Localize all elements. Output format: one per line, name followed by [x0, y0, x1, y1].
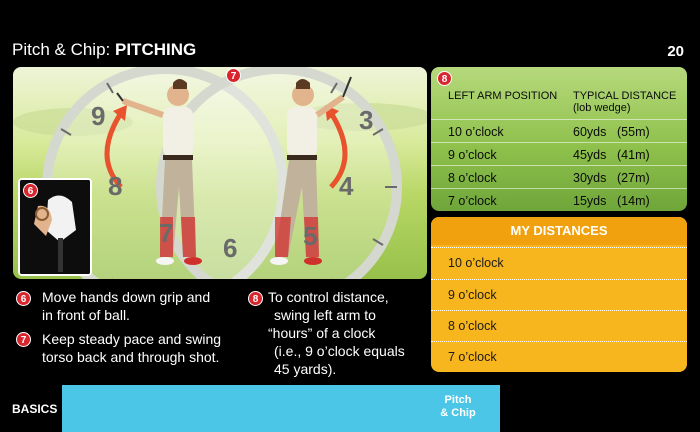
row-label: 9 o’clock — [448, 288, 497, 302]
my-distances-title: MY DISTANCES — [431, 217, 687, 245]
row-label: 7 o’clock — [448, 350, 497, 364]
distance-yds: 30yds — [573, 171, 607, 185]
callout-badge-6: 6 — [23, 183, 38, 198]
note-7 — [42, 330, 221, 366]
note-line: Keep steady pace and swing — [42, 331, 222, 347]
tab-label-line: Pitch — [444, 394, 472, 406]
note-line: (i.e., 9 o’clock equals — [274, 343, 405, 359]
distance-yds: 15yds — [573, 194, 607, 208]
distance-yds: 45yds — [573, 148, 607, 162]
arm-position: 10 o’clock — [448, 125, 504, 139]
clock-number: 3 — [359, 105, 374, 135]
tab-pitch-chip[interactable] — [418, 394, 498, 420]
clock-number: 5 — [303, 221, 318, 251]
page-title: PITCHING — [115, 40, 197, 59]
note-badge-8: 8 — [248, 291, 263, 306]
clock-number: 8 — [108, 171, 123, 201]
col-subheader-distance: (lob wedge) — [573, 102, 631, 114]
my-distance-row[interactable] — [431, 247, 687, 278]
page-header — [12, 40, 196, 60]
section-label-basics: BASICS — [12, 402, 58, 416]
clock-number: 6 — [223, 233, 238, 263]
note-line: To control distance, — [268, 289, 389, 305]
distance-m: (14m) — [617, 194, 650, 208]
note-badge-7: 7 — [16, 332, 31, 347]
note-line: “hours” of a clock — [268, 325, 376, 341]
page-number: 20 — [667, 43, 684, 60]
distance-m: (41m) — [617, 148, 650, 162]
table-row — [431, 165, 687, 188]
my-distances-panel — [431, 217, 687, 372]
table-row — [431, 119, 687, 142]
arm-position: 7 o’clock — [448, 194, 497, 208]
row-label: 8 o’clock — [448, 319, 497, 333]
distance-yds: 60yds — [573, 125, 607, 139]
callout-badge-7: 7 — [226, 68, 241, 83]
clock-number: 4 — [339, 171, 354, 201]
clock-number: 7 — [159, 218, 174, 248]
section-label: Pitch & Chip: — [12, 40, 111, 59]
arm-position: 9 o’clock — [448, 148, 497, 162]
distance-m: (55m) — [617, 125, 650, 139]
my-distance-row[interactable] — [431, 310, 687, 341]
note-line: 45 yards). — [274, 361, 337, 377]
note-line: in front of ball. — [42, 307, 130, 323]
grip-inset-photo — [18, 178, 92, 276]
my-distance-row[interactable] — [431, 279, 687, 310]
note-line: Move hands down grip and — [42, 289, 211, 305]
clock-number: 9 — [91, 101, 106, 131]
note-8 — [268, 288, 405, 378]
row-label: 10 o’clock — [448, 256, 504, 270]
arm-position: 8 o’clock — [448, 171, 497, 185]
note-line: swing left arm to — [274, 307, 376, 323]
callout-badge-8: 8 — [437, 71, 452, 86]
col-header-distance: TYPICAL DISTANCE — [573, 90, 677, 102]
tab-label-line: & Chip — [440, 407, 476, 419]
col-header-position: LEFT ARM POSITION — [448, 90, 558, 102]
note-line: torso back and through shot. — [42, 349, 220, 365]
note-6 — [42, 288, 210, 324]
table-row — [431, 188, 687, 211]
my-distance-row[interactable] — [431, 341, 687, 372]
table-row — [431, 142, 687, 165]
distance-table — [431, 67, 687, 211]
note-badge-6: 6 — [16, 291, 31, 306]
distance-m: (27m) — [617, 171, 650, 185]
